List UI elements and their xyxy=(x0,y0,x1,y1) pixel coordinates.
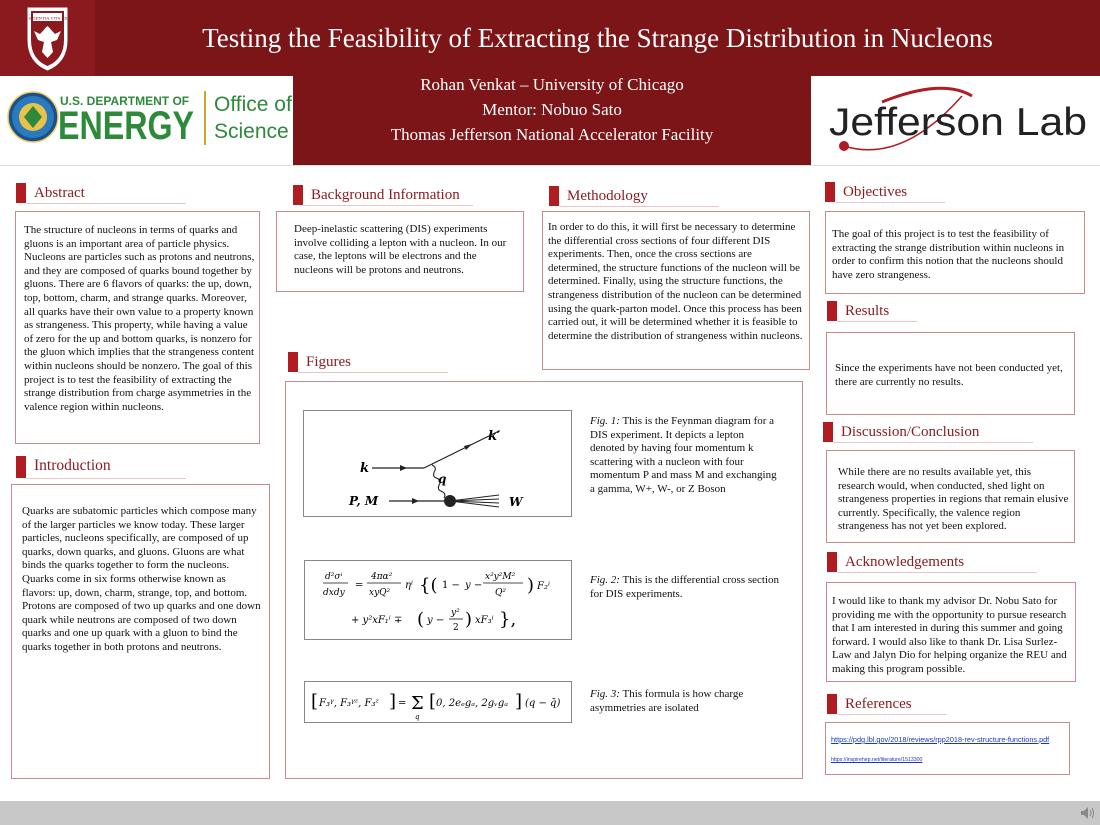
speaker-icon[interactable] xyxy=(1080,806,1096,820)
heading-underline xyxy=(298,372,448,373)
fig1-label: Fig. 1: xyxy=(590,415,620,427)
heading-underline xyxy=(835,202,945,203)
heading-underline xyxy=(833,442,1033,443)
svg-text:1 −: 1 − xyxy=(442,580,460,591)
svg-text:dxdy: dxdy xyxy=(323,588,345,598)
svg-text:y −: y − xyxy=(427,615,445,626)
introduction-body: Quarks are subatomic particles which compose many of the larger particles we know today. These larger particles, nucleons specifically, are composed of up quarks, down quarks, and gluons. Gluons are what binds the quarks together to form the nucleons. Quarks come in six forms otherwise known as flavors: up, down, charm, strange, top, and bottom. Protons are composed of two up quarks and one down quark while neutrons are composed of two down quarks and one up quark with a gluon to bind the quarks together in both protons and neutrons. xyxy=(22,505,261,653)
svg-text:]: ] xyxy=(389,691,397,712)
heading-underline xyxy=(26,203,186,204)
svg-text:2: 2 xyxy=(453,623,459,633)
fig3-label: Fig. 3: xyxy=(590,688,620,700)
svg-text:): ) xyxy=(527,575,535,596)
svg-text:y −: y − xyxy=(465,580,483,591)
cross-section-equation xyxy=(304,560,572,640)
charge-asymmetry-equation xyxy=(304,681,572,723)
introduction-box xyxy=(11,484,270,779)
abstract-body: The structure of nucleons in terms of quarks and gluons is an important area of particle physics. Nucleons are particles such as protons and neutrons, and they are composed of quarks bound together by gluons. There are 6 flavors of quarks: the up, down, top, bottom, charm, and strange quarks. Moreover, all quarks have their own value to a property known as strangeness. This property, while having a value of zero for the up and bottom quarks, is nonzero for the gluon which implies that the strangeness content within nucleons should be nonzero. The goal of this project is to test the feasibility of extracting the strange distribution from charge asymmetries in the valence region within nucleons. xyxy=(24,224,255,413)
doe-office-of-science-logo xyxy=(0,76,293,165)
heading-marker xyxy=(16,456,26,478)
mentor-name: Mentor: Nobuo Sato xyxy=(482,100,622,119)
doe-line2: ENERGY xyxy=(58,104,195,148)
references-heading xyxy=(827,694,1027,714)
heading-underline xyxy=(837,714,947,715)
doe-line1: U.S. DEPARTMENT OF xyxy=(60,94,190,108)
references-heading-text: References xyxy=(845,696,912,712)
author-block xyxy=(293,76,811,165)
heading-marker xyxy=(825,182,835,202)
poster-title: Testing the Feasibility of Extracting the Strange Distribution in Nucleons xyxy=(202,23,993,53)
heading-marker xyxy=(827,552,837,572)
abstract-heading-text: Abstract xyxy=(34,185,85,201)
fig3-caption xyxy=(590,688,780,715)
label-q: q xyxy=(438,472,447,486)
svg-text:]: ] xyxy=(515,691,523,712)
svg-text:(: ( xyxy=(417,609,425,630)
svg-text:y²: y² xyxy=(451,608,460,618)
heading-marker xyxy=(827,694,837,714)
background-body: Deep-inelastic scattering (DIS) experiments involve colliding a lepton with a nucleon. In our case, the leptons will be electrons and the nucleons will be protons and neutrons. xyxy=(294,223,507,276)
svg-text:): ) xyxy=(465,609,473,630)
methodology-heading xyxy=(549,186,769,206)
svg-text:[: [ xyxy=(429,691,437,712)
svg-text:4πα²: 4πα² xyxy=(371,572,393,582)
heading-underline xyxy=(559,206,719,207)
svg-text:Σ: Σ xyxy=(411,693,424,714)
header-divider xyxy=(0,165,1100,166)
svg-text:[: [ xyxy=(311,691,319,712)
objectives-heading xyxy=(825,182,1025,202)
svg-text:F₃ᵞ, F₃ᵞᶻ, F₃ᶻ: F₃ᵞ, F₃ᵞᶻ, F₃ᶻ xyxy=(319,698,379,709)
svg-text:q: q xyxy=(415,713,420,721)
heading-marker xyxy=(293,185,303,205)
svg-text:F₂ⁱ: F₂ⁱ xyxy=(537,581,550,592)
label-w: W xyxy=(509,495,523,509)
svg-text:x²y²M²: x²y²M² xyxy=(485,572,516,582)
heading-marker xyxy=(823,422,833,442)
svg-text:},: }, xyxy=(499,609,517,630)
footer-bar xyxy=(0,801,1100,825)
office-line2: Science xyxy=(214,120,289,143)
objectives-heading-text: Objectives xyxy=(843,184,908,200)
heading-underline xyxy=(303,205,473,206)
figures-heading-text: Figures xyxy=(306,354,351,370)
svg-text:d²σⁱ: d²σⁱ xyxy=(325,572,343,582)
svg-text:=: = xyxy=(355,580,364,591)
objectives-box xyxy=(825,211,1085,294)
results-heading xyxy=(827,301,1027,321)
results-heading-text: Results xyxy=(845,303,890,319)
author-name: Rohan Venkat – University of Chicago xyxy=(420,75,684,94)
jefferson-lab-logo xyxy=(812,76,1100,165)
fig2-caption xyxy=(590,574,780,601)
fig2-label: Fig. 2: xyxy=(590,574,620,586)
svg-text:Q²: Q² xyxy=(495,588,506,598)
results-box xyxy=(826,332,1075,415)
reference-link-2[interactable]: https://inspirehep.net/literature/1513300 xyxy=(831,757,923,763)
figures-heading xyxy=(288,352,488,372)
heading-marker xyxy=(549,186,559,206)
svg-text:xyQ²: xyQ² xyxy=(369,588,391,598)
discussion-body: While there are no results available yet, this research would, when conducted, shed light on strangeness properties in regions that remain elusive currently. Specifically, the valence region strangeness has not yet been explored. xyxy=(838,466,1069,533)
svg-text:+ y²xF₁ⁱ ∓: + y²xF₁ⁱ ∓ xyxy=(351,615,403,626)
introduction-heading-text: Introduction xyxy=(34,457,111,474)
office-line1: Office of xyxy=(214,93,292,116)
jlab-wordmark: Jefferson Lab xyxy=(829,101,1087,144)
label-kprime: k′ xyxy=(488,429,501,444)
fig2-caption-text: This is the differential cross section for DIS experiments. xyxy=(590,574,780,600)
label-pm: P, M xyxy=(349,494,379,508)
feynman-diagram xyxy=(303,410,572,517)
shield-banner: CRESCAT SCIENTIA VITA EXCOLATUR xyxy=(6,15,89,21)
background-heading-text: Background Information xyxy=(311,187,460,203)
svg-text:ηⁱ: ηⁱ xyxy=(405,580,414,591)
fig3-caption-text: This formula is how charge asymmetries are isolated xyxy=(590,688,744,714)
heading-underline xyxy=(837,572,1037,573)
discussion-heading-text: Discussion/Conclusion xyxy=(841,424,980,440)
abstract-heading xyxy=(16,183,256,203)
acknowledgements-body: I would like to thank my advisor Dr. Nobu Sato for providing me with the opportunity to pursue research that I am interested in during this summer and going forward. I would also like to thank Dr. Lisa Surlez-Law and Jalyn Dio for helping organize the REU and making this program possible. xyxy=(832,595,1067,675)
heading-marker xyxy=(288,352,298,372)
svg-text:0, 2eₑgₐ, 2gᵥgₐ: 0, 2eₑgₐ, 2gᵥgₐ xyxy=(436,698,509,709)
results-body: Since the experiments have not been conducted yet, there are currently no results. xyxy=(835,362,1063,388)
objectives-body: The goal of this project is to test the feasibility of extracting the strange distribution within nucleons in order to confirm this notion that the nucleons should have zero strangeness. xyxy=(832,228,1065,281)
abstract-box xyxy=(15,211,260,444)
fig1-caption xyxy=(590,415,780,497)
university-shield-logo xyxy=(0,0,95,76)
methodology-body: In order to do this, it will first be necessary to determine the differential cross sections of four different DIS experiments. Then, once the cross sections are determined, the structure functions of the nucleon will be determined. Finally, using the structure functions, the strangeness distribution of the nucleon can be determined using the quark-parton model. Once this process has been carried out, it will be determined whether it is feasible to determine the distribution of strangeness within nucleons. xyxy=(548,221,803,342)
heading-marker xyxy=(16,183,26,203)
svg-text:{(: {( xyxy=(419,575,438,596)
svg-text:=: = xyxy=(398,698,407,709)
discussion-box xyxy=(826,450,1075,543)
background-heading xyxy=(293,185,523,205)
references-box xyxy=(825,722,1070,775)
heading-marker xyxy=(827,301,837,321)
methodology-heading-text: Methodology xyxy=(567,188,648,204)
reference-link-1[interactable]: https://pdg.lbl.gov/2018/reviews/rpp2018-rev-structure-functions.pdf xyxy=(831,735,1050,744)
discussion-heading xyxy=(823,422,1063,442)
acknowledgements-heading-text: Acknowledgements xyxy=(845,554,965,570)
heading-underline xyxy=(837,321,917,322)
heading-underline xyxy=(26,478,186,479)
acknowledgements-heading xyxy=(827,552,1067,572)
methodology-box xyxy=(542,211,810,370)
svg-text:xF₃ⁱ: xF₃ⁱ xyxy=(475,615,494,626)
fig1-caption-text: This is the Feynman diagram for a DIS experiment. It depicts a lepton denoted by having four momentum k scattering with a nucleon with four momentum P and mass M and exchanging a gamma, W+, W-, or Z Boson xyxy=(590,415,777,495)
facility-name: Thomas Jefferson National Accelerator Facility xyxy=(390,125,714,144)
label-k: k xyxy=(360,461,370,476)
background-box xyxy=(276,211,524,292)
acknowledgements-box xyxy=(826,582,1076,682)
introduction-heading xyxy=(16,456,256,476)
svg-text:(q − q̄): (q − q̄) xyxy=(525,698,561,709)
